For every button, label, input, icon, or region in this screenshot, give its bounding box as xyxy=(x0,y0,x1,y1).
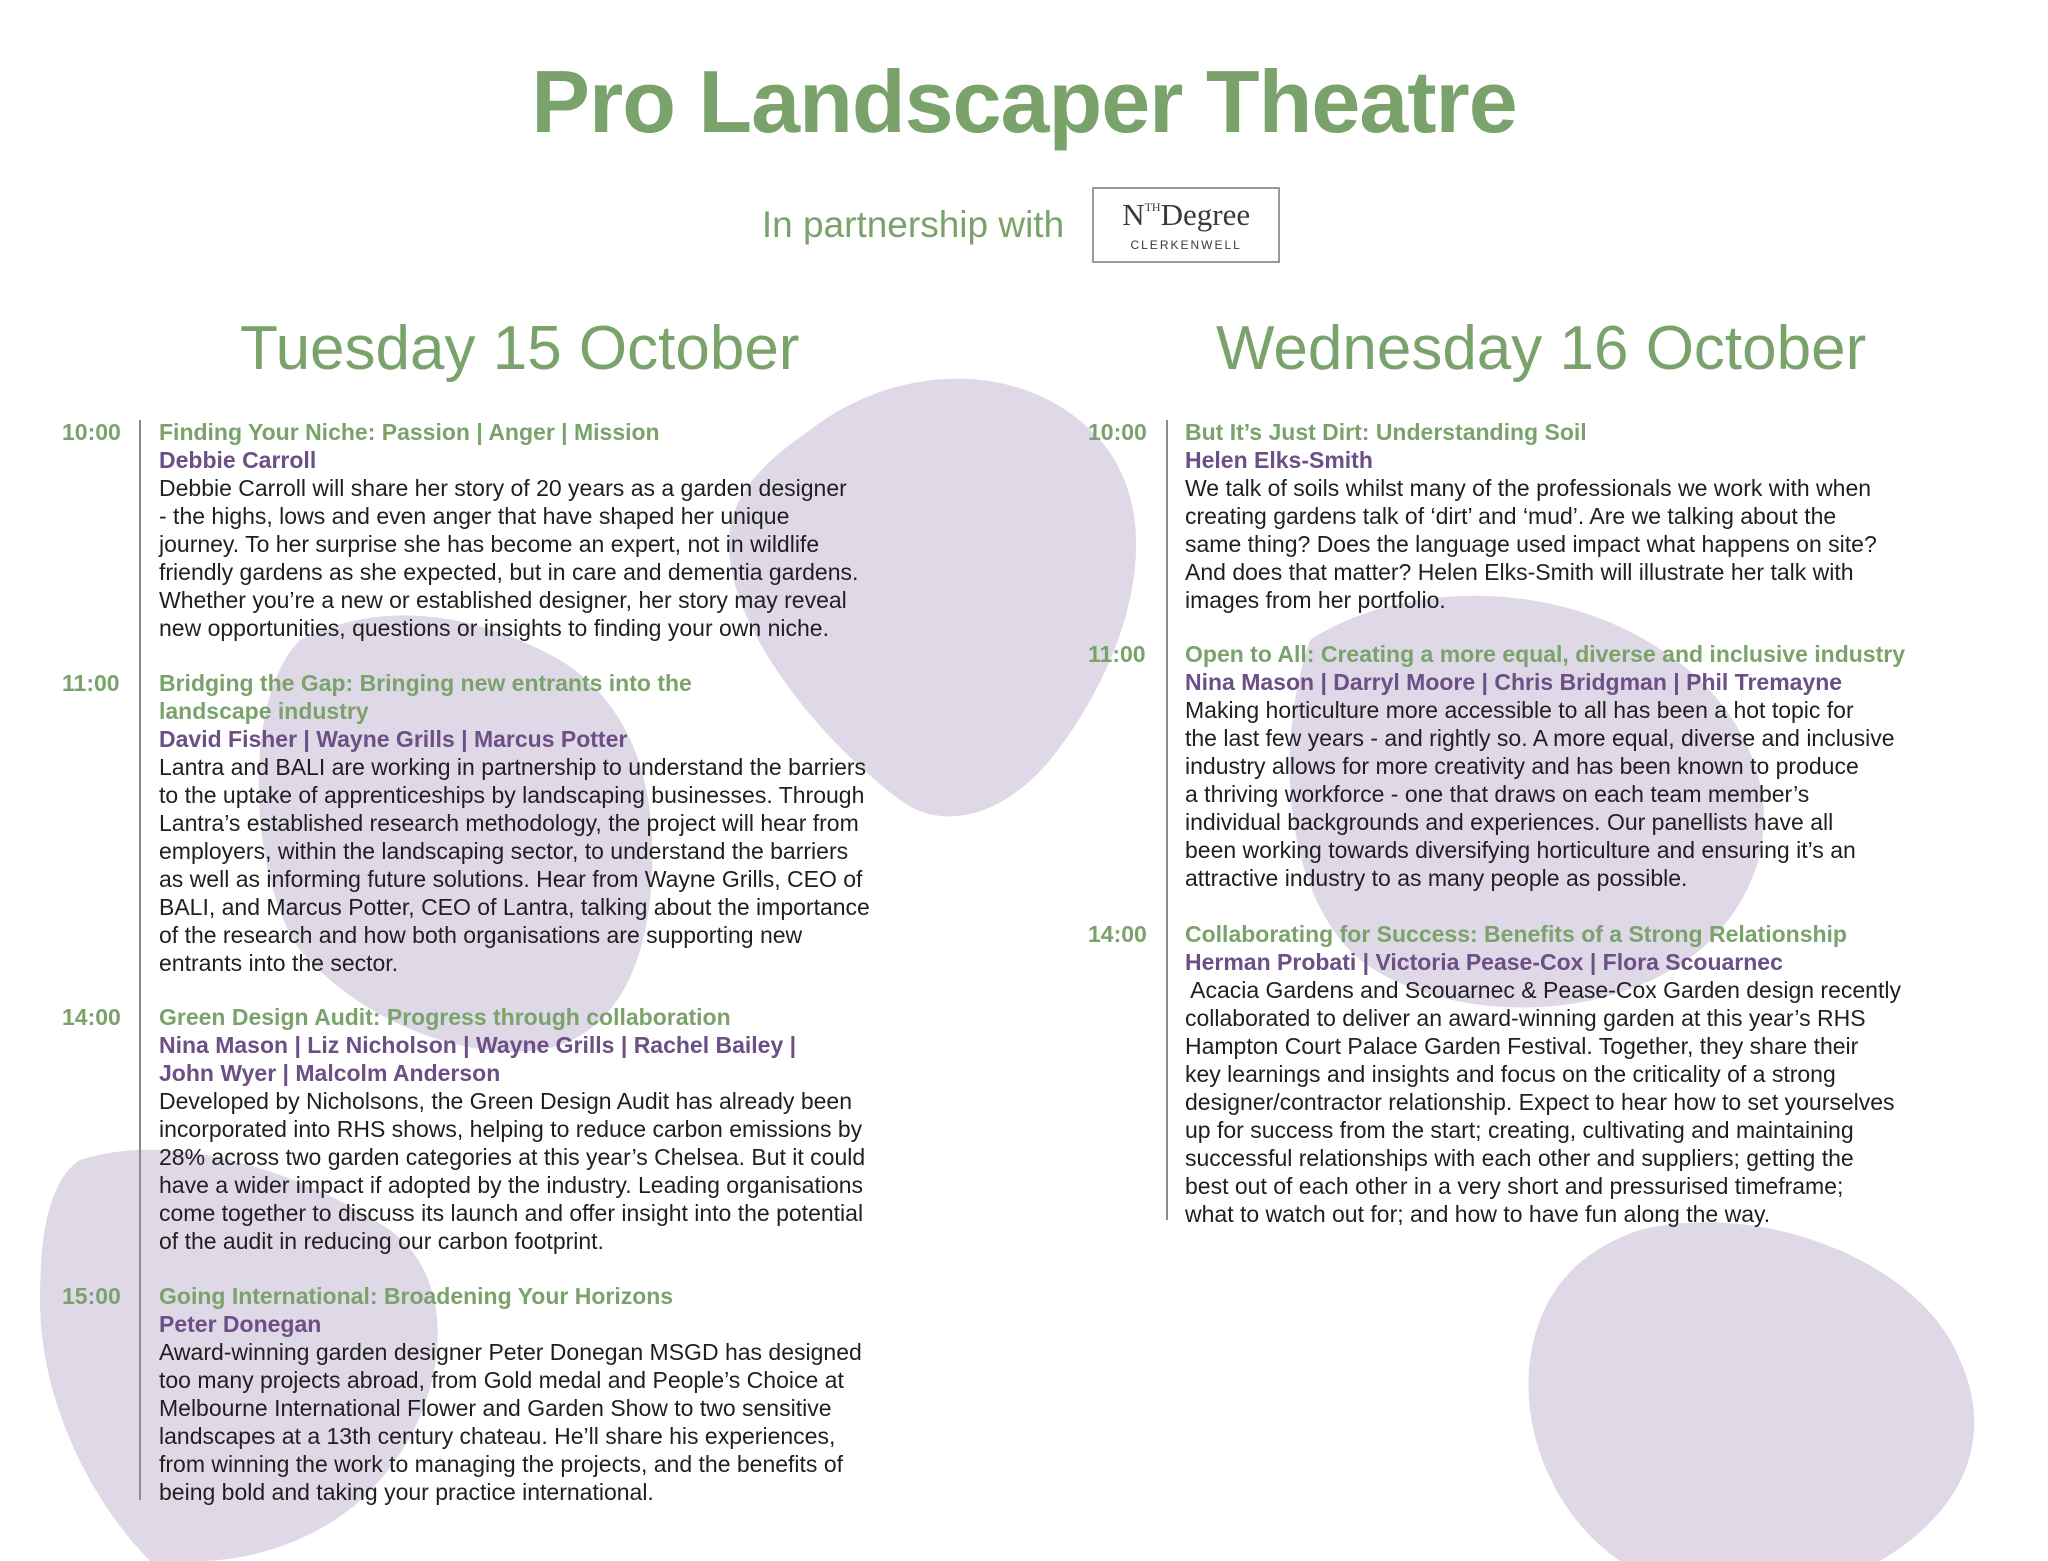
session-description: have a wider impact if adopted by the industry. Leading organisations xyxy=(159,1172,864,1198)
session-description: Acacia Gardens and Scouarnec & Pease-Cox Garden design recently xyxy=(1185,977,1901,1003)
session-description: Melbourne International Flower and Garden Show to two sensitive xyxy=(159,1395,832,1421)
session-content xyxy=(159,1003,1019,1255)
session-time: 14:00 xyxy=(62,1004,121,1030)
day-heading-tuesday: Tuesday 15 October xyxy=(240,314,800,383)
session-description: individual backgrounds and experiences. Our panellists have all xyxy=(1185,809,1834,835)
session-description: employers, within the landscaping sector, to understand the barriers xyxy=(159,838,849,864)
session-title: But It’s Just Dirt: Understanding Soil xyxy=(1185,419,1587,445)
session-content xyxy=(159,1282,1019,1506)
session-speakers: John Wyer | Malcolm Anderson xyxy=(159,1060,501,1086)
session-description: Making horticulture more accessible to all has been a hot topic for xyxy=(1185,697,1854,723)
session-description: Lantra and BALI are working in partnership to understand the barriers xyxy=(159,754,867,780)
session-description: been working towards diversifying horticulture and ensuring it’s an xyxy=(1185,837,1856,863)
session-description: what to watch out for; and how to have fun along the way. xyxy=(1185,1201,1771,1227)
session-title: Bridging the Gap: Bringing new entrants into the xyxy=(159,670,692,696)
session-speakers: Peter Donegan xyxy=(159,1311,322,1337)
session-description: Debbie Carroll will share her story of 20 years as a garden designer xyxy=(159,475,847,501)
session-title: Collaborating for Success: Benefits of a Strong Relationship xyxy=(1185,921,1847,947)
session-content xyxy=(1185,920,2045,1228)
session-description: to the uptake of apprenticeships by landscaping businesses. Through xyxy=(159,782,865,808)
partner-logo-mark xyxy=(1122,196,1251,232)
session-description: Whether you’re a new or established designer, her story may reveal xyxy=(159,587,847,613)
session-speakers: David Fisher | Wayne Grills | Marcus Potter xyxy=(159,726,628,752)
session-description: new opportunities, questions or insights to finding your own niche. xyxy=(159,615,829,641)
session-description: designer/contractor relationship. Expect to hear how to set yourselves xyxy=(1185,1089,1895,1115)
session-description: too many projects abroad, from Gold medal and People’s Choice at xyxy=(159,1367,844,1393)
session-description: successful relationships with each other and suppliers; getting the xyxy=(1185,1145,1854,1171)
page-title: Pro Landscaper Theatre xyxy=(531,52,1517,151)
session-description: landscapes at a 13th century chateau. He’ll share his experiences, xyxy=(159,1423,836,1449)
session-description: 28% across two garden categories at this year’s Chelsea. But it could xyxy=(159,1144,866,1170)
session-description: a thriving workforce - one that draws on each team member’s xyxy=(1185,781,1810,807)
session-speakers: Herman Probati | Victoria Pease-Cox | Flora Scouarnec xyxy=(1185,949,1783,975)
session-content xyxy=(159,418,1019,642)
session-description: being bold and taking your practice international. xyxy=(159,1479,654,1505)
session-description: same thing? Does the language used impact what happens on site? xyxy=(1185,531,1877,557)
session-description: industry allows for more creativity and has been known to produce xyxy=(1185,753,1859,779)
session-description: best out of each other in a very short and pressurised timeframe; xyxy=(1185,1173,1844,1199)
session-description: BALI, and Marcus Potter, CEO of Lantra, talking about the importance xyxy=(159,894,870,920)
day-heading-wednesday: Wednesday 16 October xyxy=(1216,314,1867,383)
session-description: Hampton Court Palace Garden Festival. Together, they share their xyxy=(1185,1033,1859,1059)
petal-shape xyxy=(1528,1222,1974,1561)
session-description: friendly gardens as she expected, but in care and dementia gardens. xyxy=(159,559,859,585)
session-description: incorporated into RHS shows, helping to reduce carbon emissions by xyxy=(159,1116,863,1142)
timeline-divider-left xyxy=(139,420,141,1500)
session-description: Developed by Nicholsons, the Green Design Audit has already been xyxy=(159,1088,852,1114)
session-time: 10:00 xyxy=(62,419,121,445)
session-time: 14:00 xyxy=(1088,921,1147,947)
session-time: 15:00 xyxy=(62,1283,121,1309)
session-description: images from her portfolio. xyxy=(1185,587,1446,613)
session-title: Green Design Audit: Progress through collaboration xyxy=(159,1004,731,1030)
timeline-divider-right xyxy=(1166,420,1168,1220)
session-speakers: Helen Elks-Smith xyxy=(1185,447,1373,473)
session-description: Award-winning garden designer Peter Donegan MSGD has designed xyxy=(159,1339,862,1365)
partner-logo-suffix: Degree xyxy=(1160,196,1251,232)
partner-logo xyxy=(1092,187,1280,263)
session-description: as well as informing future solutions. Hear from Wayne Grills, CEO of xyxy=(159,866,863,892)
session-description: collaborated to deliver an award-winning garden at this year’s RHS xyxy=(1185,1005,1866,1031)
session-description: key learnings and insights and focus on the criticality of a strong xyxy=(1185,1061,1836,1087)
session-description: Lantra’s established research methodology, the project will hear from xyxy=(159,810,859,836)
session-speakers: Nina Mason | Darryl Moore | Chris Bridgman | Phil Tremayne xyxy=(1185,669,1843,695)
session-time: 10:00 xyxy=(1088,419,1147,445)
partnership-row xyxy=(0,186,2048,264)
session-description: We talk of soils whilst many of the professionals we work with when xyxy=(1185,475,1872,501)
session-speakers: Nina Mason | Liz Nicholson | Wayne Grills | Rachel Bailey | xyxy=(159,1032,797,1058)
session-speakers: Debbie Carroll xyxy=(159,447,317,473)
session-description: come together to discuss its launch and offer insight into the potential xyxy=(159,1200,864,1226)
session-description: And does that matter? Helen Elks-Smith will illustrate her talk with xyxy=(1185,559,1854,585)
session-time: 11:00 xyxy=(1088,641,1146,667)
session-title: Finding Your Niche: Passion | Anger | Mission xyxy=(159,419,660,445)
session-description: entrants into the sector. xyxy=(159,950,399,976)
session-description: journey. To her surprise she has become an expert, not in wildlife xyxy=(159,531,820,557)
session-title: Open to All: Creating a more equal, diverse and inclusive industry xyxy=(1185,641,1905,667)
partner-logo-sup: TH xyxy=(1144,199,1161,214)
session-content xyxy=(1185,418,2045,614)
session-content xyxy=(1185,640,2045,892)
partner-logo-sub: CLERKENWELL xyxy=(1130,237,1242,252)
session-description: the last few years - and rightly so. A more equal, diverse and inclusive xyxy=(1185,725,1895,751)
partnership-text: In partnership with xyxy=(761,204,1065,245)
session-description: from winning the work to managing the projects, and the benefits of xyxy=(159,1451,844,1477)
session-description: of the research and how both organisations are supporting new xyxy=(159,922,803,948)
session-content xyxy=(159,669,1019,977)
session-description: attractive industry to as many people as possible. xyxy=(1185,865,1688,891)
session-title: landscape industry xyxy=(159,698,369,724)
session-description: of the audit in reducing our carbon footprint. xyxy=(159,1228,604,1254)
session-time: 11:00 xyxy=(62,670,120,696)
session-description: creating gardens talk of ‘dirt’ and ‘mud’. Are we talking about the xyxy=(1185,503,1837,529)
session-description: up for success from the start; creating, cultivating and maintaining xyxy=(1185,1117,1854,1143)
partner-logo-prefix: N xyxy=(1122,196,1145,232)
session-description: - the highs, lows and even anger that have shaped her unique xyxy=(159,503,790,529)
session-title: Going International: Broadening Your Horizons xyxy=(159,1283,674,1309)
